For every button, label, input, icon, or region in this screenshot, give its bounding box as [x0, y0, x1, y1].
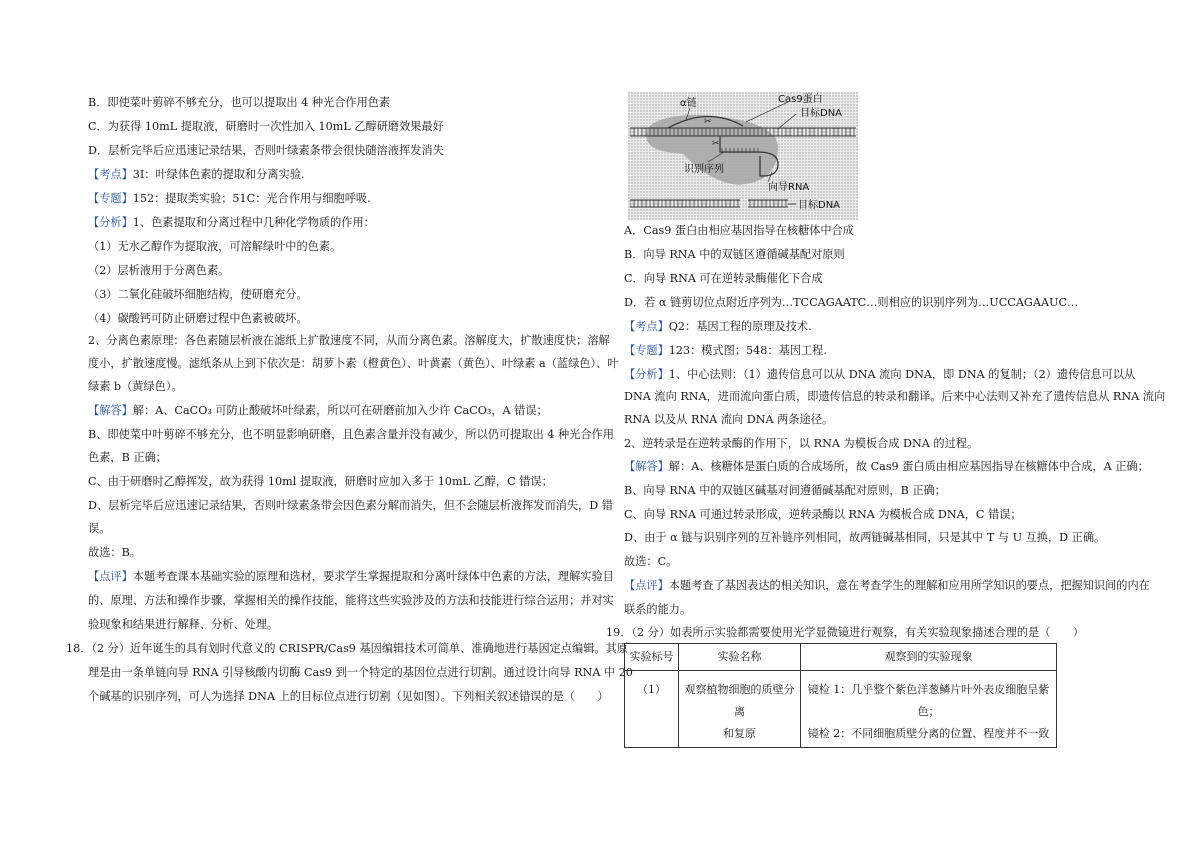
observation-line: 色；: [917, 705, 940, 718]
target-dna-label: 目标DNA: [800, 108, 843, 119]
q17-fenxi-line: 绿素 b（黄绿色）。: [88, 380, 183, 393]
q17-dianping: [88, 570, 614, 584]
kaodian-tag: 【考点】: [88, 168, 133, 181]
fenxi-text: 1、色素提取和分离过程中几种化学物质的作用：: [132, 216, 375, 229]
q18-jieda-line: C、向导 RNA 可通过转录形成，逆转录酶以 RNA 为模板合成 DNA，C 错误；: [624, 508, 1022, 521]
observation-line: 镜检 1：几乎整个紫色洋葱鳞片叶外表皮细胞呈紫: [807, 683, 1050, 696]
q17-option-d: D．层析完毕后应迅速记录结果，否则叶绿素条带会很快随溶液挥发消失: [88, 144, 444, 157]
zhuanti-tag: 【专题】: [624, 344, 669, 357]
experiment-table: [624, 643, 1057, 748]
target-dna-ladder: [630, 128, 856, 136]
q17-jieda-line: B、即使菜中叶剪碎不够充分，也不明显影响研磨，且色素含量并没有减少，所以仍可提取出 4 种光合作用: [88, 428, 614, 441]
q18-stem-line: 18．（2 分）近年诞生的具有划时代意义的 CRISPR/Cas9 基因编辑技术可简单、准确地进行基因定点编辑。其原: [66, 642, 628, 655]
q17-jieda-line: 色素，B 正确；: [88, 451, 167, 464]
zhuanti-text: 123：模式图；548：基因工程.: [668, 344, 827, 357]
q17-option-c: C．为获得 10mL 提取液，研磨时一次性加入 10mL 乙醇研磨效果最好: [88, 120, 444, 133]
q17-jieda-line: D、层析完毕后应迅速记录结果，否则叶绿素条带会因色素分解而消失，但不会随层析液挥发而消失，D 错: [88, 499, 613, 512]
kaodian-text: Q2：基因工程的原理及技术.: [668, 320, 812, 333]
dianping-text: 本题考查课本基础实验的原理和选材，要求学生掌握提取和分离叶绿体中色素的方法，理解实验目: [132, 570, 614, 583]
dianping-tag: 【点评】: [624, 579, 669, 592]
table-header: 实验标号: [625, 644, 679, 671]
q17-fenxi-line: 2、分离色素原理：各色素随层析液在滤纸上扩散速度不同，从而分离色素。溶解度大，扩散速度快；溶解: [88, 334, 610, 347]
q18-answer: 故选：C。: [624, 555, 678, 568]
q18-jieda: [624, 460, 1149, 474]
q18-stem-line: 个碱基的识别序列，可人为选择 DNA 上的目标位点进行切割（见如图）。下列相关叙述错误的是（ ）: [88, 690, 609, 703]
q18-jieda-line: D、由于 α 链与识别序列的互补链序列相同，故两链碱基相同，只是其中 T 与 U 互换，D 正确。: [624, 531, 1106, 544]
crispr-diagram: [628, 92, 858, 220]
q18-fenxi-line: RNA 以及从 RNA 流向 DNA 两条途径。: [624, 413, 834, 426]
cas9-label: Cas9蛋白: [778, 94, 823, 105]
q17-jieda-line: 误。: [88, 522, 111, 535]
q18-jieda-line: B、向导 RNA 中的双链区碱基对间遵循碱基配对原则，B 正确；: [624, 484, 946, 497]
jieda-text: 解：A、CaCO₃ 可防止酸破坏叶绿素，所以可在研磨前加入少许 CaCO₃，A 错误；: [132, 404, 548, 417]
table-header: 观察到的实验现象: [801, 644, 1057, 671]
scissors-icon: ✂: [704, 117, 712, 127]
q18-fenxi-line: DNA 流向 RNA，进而流向蛋白质，即遗传信息的转录和翻译。后来中心法则又补充了遗传信息从 RNA 流向: [624, 390, 1166, 403]
q18-kaodian: [624, 320, 812, 334]
jieda-text: 解：A、核糖体是蛋白质的合成场所，故 Cas9 蛋白质由相应基因指导在核糖体中合成，A 正确；: [668, 460, 1149, 473]
q17-zhuanti: [88, 192, 371, 206]
table-header: 实验名称: [679, 644, 801, 671]
q17-fenxi-line: （1）无水乙醇作为提取液，可溶解绿叶中的色素。: [88, 240, 342, 253]
table-header-row: [625, 644, 1057, 671]
q17-option-b: B．即使菜叶剪碎不够充分，也可以提取出 4 种光合作用色素: [88, 96, 391, 109]
q18-option-b: B．向导 RNA 中的双链区遵循碱基配对原则: [624, 248, 845, 261]
q17-fenxi: [88, 216, 375, 230]
cut-dna-left: [630, 200, 740, 207]
experiment-name-line: 和复原: [723, 727, 756, 740]
table-row: [625, 671, 1057, 748]
fenxi-text: 1、中心法则：（1）遗传信息可以从 DNA 流向 DNA，即 DNA 的复制；（2）遗传信息可以从: [668, 368, 1136, 381]
q18-option-a: A．Cas9 蛋白由相应基因指导在核糖体中合成: [624, 224, 854, 237]
table-cell-observation: [801, 671, 1057, 748]
experiment-name-line: 观察植物细胞的质壁分离: [684, 683, 795, 718]
q17-fenxi-line: （3）二氧化硅破坏细胞结构，使研磨充分。: [88, 288, 308, 301]
kaodian-text: 3I：叶绿体色素的提取和分离实验.: [132, 168, 305, 181]
table-cell-name: [679, 671, 801, 748]
dianping-text: 本题考查了基因表达的相关知识，意在考查学生的理解和应用所学知识的要点，把握知识间的内在: [668, 579, 1150, 592]
alpha-label: α链: [680, 98, 697, 109]
cut-dna-right: [748, 200, 788, 207]
q17-dianping-line: 的、原理、方法和操作步骤，掌握相关的操作技能，能将这些实验涉及的方法和技能进行综合运用；并对实: [88, 594, 614, 607]
q18-option-d: D．若 α 链剪切位点附近序列为…TCCAGAATC…则相应的识别序列为…UCCAGAAUC…: [624, 296, 1079, 309]
scissors-icon: ✂: [712, 139, 720, 149]
q17-fenxi-line: （4）碳酸钙可防止研磨过程中色素被破坏。: [88, 312, 308, 325]
q19-stem-line: 19．（2 分）如表所示实验都需要使用光学显微镜进行观察，有关实验现象描述合理的是（ ）: [606, 626, 1084, 639]
crispr-figure: [628, 92, 858, 220]
q17-dianping-line: 验现象和结果进行解释、分析、处理。: [88, 618, 279, 631]
target-dna-label-2: 目标DNA: [798, 200, 841, 211]
q17-fenxi-line: （2）层析液用于分离色素。: [88, 264, 230, 277]
guide-rna-label: 向导RNA: [768, 182, 810, 193]
zhuanti-text: 152：提取类实验；51C：光合作用与细胞呼吸.: [132, 192, 371, 205]
q17-jieda-line: C、由于研磨时乙醇挥发，故为获得 10ml 提取液，研磨时应加入多于 10mL 乙醇，C 错误；: [88, 475, 553, 488]
recognition-seq-label: 识别序列: [684, 164, 724, 175]
zhuanti-tag: 【专题】: [88, 192, 133, 205]
fenxi-tag: 【分析】: [88, 216, 133, 229]
observation-line: 镜检 2：不同细胞质壁分离的位置、程度并不一致: [807, 727, 1050, 740]
table-cell-num: （1）: [625, 671, 679, 748]
q17-answer: 故选：B。: [88, 546, 141, 559]
jieda-tag: 【解答】: [624, 460, 669, 473]
q18-fenxi: [624, 368, 1135, 382]
q18-fenxi-line: 2、逆转录是在逆转录酶的作用下，以 RNA 为模板合成 DNA 的过程。: [624, 437, 979, 450]
q17-jieda: [88, 404, 548, 418]
q17-kaodian: [88, 168, 305, 182]
kaodian-tag: 【考点】: [624, 320, 669, 333]
q18-dianping-line: 联系的能力。: [624, 603, 692, 616]
jieda-tag: 【解答】: [88, 404, 133, 417]
dianping-tag: 【点评】: [88, 570, 133, 583]
q18-zhuanti: [624, 344, 827, 358]
fenxi-tag: 【分析】: [624, 368, 669, 381]
q18-stem-line: 理是由一条单链向导 RNA 引导核酸内切酶 Cas9 到一个特定的基因位点进行切割。通过设计向导 RNA 中 20: [88, 666, 633, 679]
q18-option-c: C．向导 RNA 可在逆转录酶催化下合成: [624, 272, 823, 285]
q18-dianping: [624, 579, 1150, 593]
q17-fenxi-line: 度小，扩散速度慢。滤纸条从上到下依次是：胡萝卜素（橙黄色）、叶黄素（黄色）、叶绿素 a（蓝绿色）、叶: [88, 357, 619, 370]
